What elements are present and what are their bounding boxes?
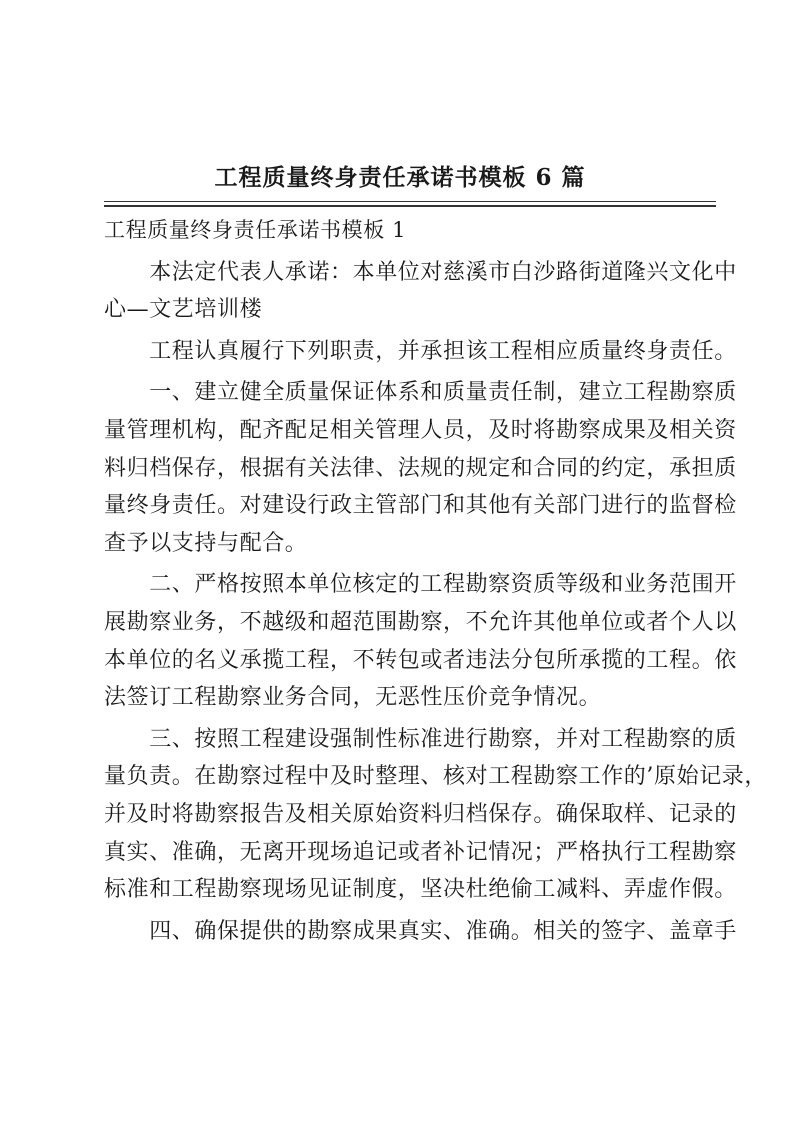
paragraph-line: 标准和工程勘察现场见证制度，坚决杜绝偷工减料、弄虚作假。 bbox=[104, 877, 737, 903]
paragraph-line: 并及时将勘察报告及相关原始资料归档保存。确保取样、记录的 bbox=[104, 801, 737, 827]
section-heading: 工程质量终身责任承诺书模板 1 bbox=[104, 218, 407, 242]
document-body bbox=[104, 212, 767, 950]
paragraph-line: 量终身责任。对建设行政主管部门和其他有关部门进行的监督检 bbox=[104, 493, 737, 519]
paragraph-line: 工程认真履行下列职责，并承担该工程相应质量终身责任。 bbox=[104, 338, 737, 364]
paragraph-line: 本单位的名义承揽工程，不转包或者违法分包所承揽的工程。依 bbox=[104, 647, 737, 673]
document-title: 工程质量终身责任承诺书模板 6 篇 bbox=[214, 164, 586, 191]
paragraph-line: 心—文艺培训楼 bbox=[104, 297, 263, 323]
title-divider-thin bbox=[104, 201, 716, 202]
title-divider-thick bbox=[104, 205, 716, 207]
paragraph-line: 查予以支持与配合。 bbox=[104, 530, 308, 556]
paragraph-line: 法签订工程勘察业务合同，无恶性压价竞争情况。 bbox=[104, 685, 602, 711]
paragraph-line: 展勘察业务，不越级和超范围勘察，不允许其他单位或者个人以 bbox=[104, 609, 737, 635]
paragraph-line: 本法定代表人承诺：本单位对慈溪市白沙路街道隆兴文化中 bbox=[104, 259, 737, 285]
paragraph-line: 料归档保存，根据有关法律、法规的规定和合同的约定，承担质 bbox=[104, 455, 737, 481]
paragraph-line: 二、严格按照本单位核定的工程勘察资质等级和业务范围开 bbox=[104, 572, 737, 598]
paragraph-line: 三、按照工程建设强制性标准进行勘察，并对工程勘察的质 bbox=[104, 726, 737, 752]
paragraph-line: 四、确保提供的勘察成果真实、准确。相关的签字、盖章手 bbox=[104, 918, 737, 944]
paragraph-line: 量负责。在勘察过程中及时整理、核对工程勘察工作的’原始记录， bbox=[104, 764, 767, 790]
paragraph-line: 量管理机构，配齐配足相关管理人员，及时将勘察成果及相关资 bbox=[104, 417, 737, 443]
paragraph-line: 一、建立健全质量保证体系和质量责任制，建立工程勘察质 bbox=[104, 380, 737, 406]
paragraph-line: 真实、准确，无离开现场追记或者补记情况；严格执行工程勘察 bbox=[104, 839, 737, 865]
